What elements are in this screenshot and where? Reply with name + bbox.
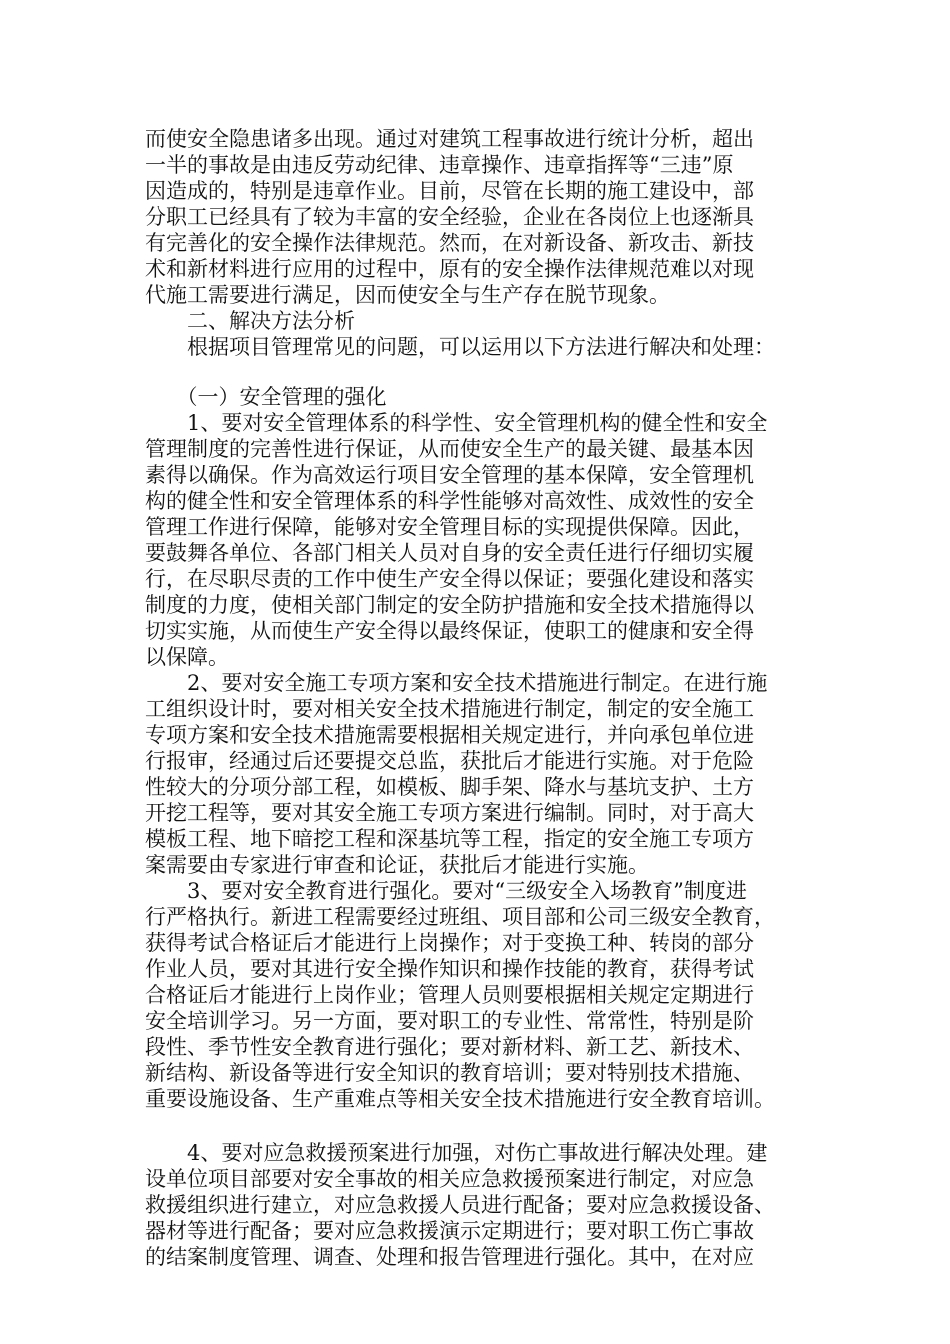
body-text-line: 2、要对安全施工专项方案和安全技术措施进行制定。在进行施 (145, 671, 768, 695)
body-text-line: 行，在尽职尽责的工作中使生产安全得以保证；要强化建设和落实 (145, 567, 754, 591)
body-text-line: 构的健全性和安全管理体系的科学性能够对高效性、成效性的安全 (145, 489, 754, 513)
body-text-line: 作业人员，要对其进行安全操作知识和操作技能的教育，获得考试 (145, 957, 754, 981)
body-text-line: 合格证后才能进行上岗作业；管理人员则要根据相关规定定期进行 (145, 983, 754, 1007)
body-text-line: 救援组织进行建立，对应急救援人员进行配备；要对应急救援设备、 (145, 1193, 775, 1217)
body-text-line: 制度的力度，使相关部门制定的安全防护措施和安全技术措施得以 (145, 593, 754, 617)
subsection-heading: （一）安全管理的强化 (145, 385, 387, 409)
body-text-line: 术和新材料进行应用的过程中，原有的安全操作法律规范难以对现 (145, 257, 754, 281)
body-text-line: 行报审，经通过后还要提交总监，获批后才能进行实施。对于危险 (145, 749, 754, 773)
body-text-line: 要鼓舞各单位、各部门相关人员对自身的安全责任进行仔细切实履 (145, 541, 754, 565)
body-text-line: 安全培训学习。另一方面，要对职工的专业性、常常性，特别是阶 (145, 1009, 754, 1033)
body-text-line: 而使安全隐患诸多出现。通过对建筑工程事故进行统计分析，超出 (145, 127, 754, 151)
body-text-line: 行严格执行。新进工程需要经过班组、项目部和公司三级安全教育， (145, 905, 775, 929)
body-text-line: 性较大的分项分部工程，如模板、脚手架、降水与基坑支护、土方 (145, 775, 754, 799)
body-text-line: 模板工程、地下暗挖工程和深基坑等工程，指定的安全施工专项方 (145, 827, 754, 851)
body-text-line: 案需要由专家进行审查和论证，获批后才能进行实施。 (145, 853, 649, 877)
body-text-line: 专项方案和安全技术措施需要根据相关规定进行，并向承包单位进 (145, 723, 754, 747)
body-text-line: 因造成的，特别是违章作业。目前，尽管在长期的施工建设中，部 (145, 179, 754, 203)
body-text-line: 代施工需要进行满足，因而使安全与生产存在脱节现象。 (145, 283, 670, 307)
body-text-line: 切实实施，从而使生产安全得以最终保证，使职工的健康和安全得 (145, 619, 754, 643)
body-text-line: 以保障。 (145, 645, 229, 669)
body-text-line: 段性、季节性安全教育进行强化；要对新材料、新工艺、新技术、 (145, 1035, 754, 1059)
body-text-line: 一半的事故是由违反劳动纪律、违章操作、违章指挥等“三违”原 (145, 153, 734, 177)
body-text-line: 4、要对应急救援预案进行加强，对伤亡事故进行解决处理。建 (145, 1141, 768, 1165)
body-text-line: 根据项目管理常见的问题，可以运用以下方法进行解决和处理： (145, 335, 775, 359)
body-text-line: 素得以确保。作为高效运行项目安全管理的基本保障，安全管理机 (145, 463, 754, 487)
body-text-line: 3、要对安全教育进行强化。要对“三级安全入场教育”制度进 (145, 879, 747, 903)
body-text-line: 管理工作进行保障，能够对安全管理目标的实现提供保障。因此， (145, 515, 754, 539)
body-text-line: 有完善化的安全操作法律规范。然而，在对新设备、新攻击、新技 (145, 231, 754, 255)
body-text-line: 器材等进行配备；要对应急救援演示定期进行；要对职工伤亡事故 (145, 1219, 754, 1243)
body-text-line: 工组织设计时，要对相关安全技术措施进行制定，制定的安全施工 (145, 697, 754, 721)
body-text-line: 1、要对安全管理体系的科学性、安全管理机构的健全性和安全 (145, 411, 768, 435)
body-text-line: 设单位项目部要对安全事故的相关应急救援预案进行制定，对应急 (145, 1167, 754, 1191)
body-text-line: 新结构、新设备等进行安全知识的教育培训；要对特别技术措施、 (145, 1061, 754, 1085)
body-text-line: 的结案制度管理、调查、处理和报告管理进行强化。其中，在对应 (145, 1245, 754, 1269)
body-text-line: 获得考试合格证后才能进行上岗操作；对于变换工种、转岗的部分 (145, 931, 754, 955)
body-text-line: 重要设施设备、生产重难点等相关安全技术措施进行安全教育培训。 (145, 1087, 775, 1111)
body-text-line: 管理制度的完善性进行保证，从而使安全生产的最关键、最基本因 (145, 437, 754, 461)
body-text-line: 开挖工程等，要对其安全施工专项方案进行编制。同时，对于高大 (145, 801, 754, 825)
body-text-line: 分职工已经具有了较为丰富的安全经验，企业在各岗位上也逐渐具 (145, 205, 754, 229)
section-heading: 二、解决方法分析 (145, 309, 355, 333)
